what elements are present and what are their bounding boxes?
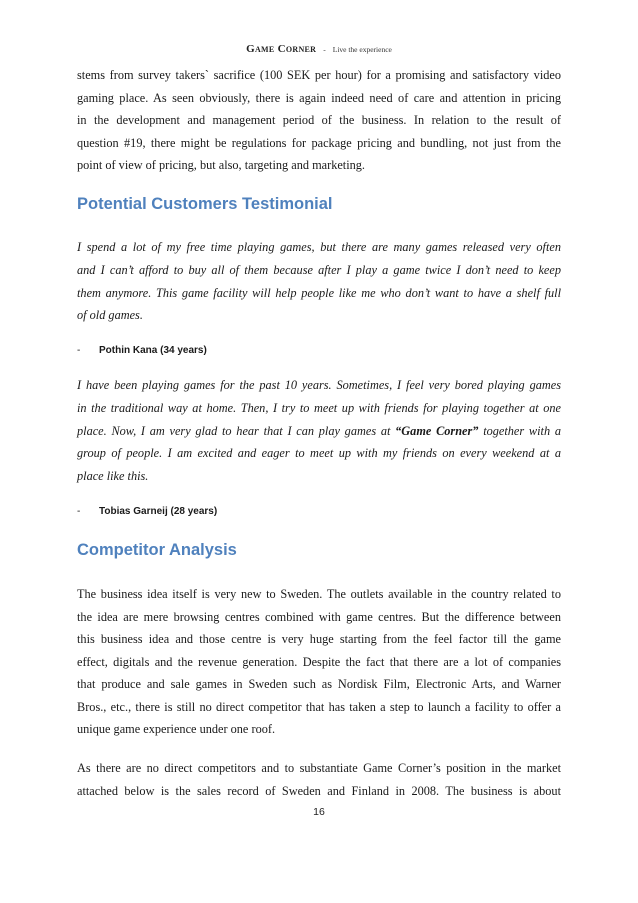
quote-line: in the traditional way at home. Then, I try to meet up with friends for playing together at one [77,400,561,415]
quote-text: together with a [478,423,561,438]
text-line: The business idea itself is very new to Sweden. The outlets available in the country related to [77,587,561,601]
text-line: gaming place. As seen obviously, there is again indeed need of care and attention in pricing [77,90,561,105]
header-title: Game Corner [246,43,317,55]
attribution-name: Tobias Garneij (28 years) [99,506,218,517]
competitor-paragraph-1 [77,583,561,741]
text-line: attached below is the sales record of Sweden and Finland in 2008. The business is about [77,783,561,798]
text-line: Bros., etc., there is still no direct competitor that has taken a step to launch a facility to offer a [77,699,561,714]
attribution-dash: - [77,506,81,517]
text-line: that produce and sale games in Sweden such as Nordisk Film, Electronic Arts, and Warner [77,677,561,691]
text-line: in the development and management period of the business. In relation to the result of [77,113,561,127]
intro-paragraph [77,64,561,177]
text-line: the idea are mere browsing centres combined with game centres. But the difference between [77,609,561,624]
quote-line: I spend a lot of my free time playing games, but there are many games released very often [77,240,561,254]
attribution-dash: - [77,345,81,356]
testimonial-attribution-1 [77,345,207,356]
attribution-name: Pothin Kana (34 years) [99,345,207,356]
quote-line: and I can’t afford to buy all of them because after I play a game twice I don’t need to keep [77,262,561,277]
quote-text: place. Now, I am very glad to hear that I can play games at [77,423,396,438]
quote-line [77,420,561,443]
text-line: this business idea and those centre is very huge starting from the feel factor till the game [77,632,561,646]
testimonial-quote-1 [77,236,561,327]
quote-line: I have been playing games for the past 10 years. Sometimes, I feel very bored playing games [77,378,561,392]
quote-line: of old games. [77,308,143,323]
text-line: question #19, there might be regulations for package pricing and bundling, not just from the [77,135,561,150]
text-line: stems from survey takers` sacrifice (100 SEK per hour) for a promising and satisfactory video [77,68,561,82]
quote-line: them anymore. This game facility will help people like me who don’t want to have a shelf full [77,285,561,300]
quote-line: group of people. I am excited and eager to meet up with my friends on every weekend at a [77,446,561,461]
quote-line: place like this. [77,469,149,484]
testimonial-quote-2 [77,374,561,488]
page-number: 16 [313,806,325,818]
competitor-paragraph-2 [77,757,561,802]
text-line: point of view of pricing, but also, targeting and marketing. [77,158,366,172]
header-separator: - [323,45,326,54]
text-line: As there are no direct competitors and to substantiate Game Corner’s position in the market [77,761,561,775]
section-heading-testimonial: Potential Customers Testimonial [77,195,333,213]
text-line: unique game experience under one roof. [77,722,276,736]
section-heading-competitor: Competitor Analysis [77,541,237,559]
testimonial-attribution-2 [77,506,217,517]
header-tagline: Live the experience [332,45,392,54]
text-line: effect, digitals and the revenue generation. Despite the fact that there are a lot of companies [77,654,561,669]
running-header [0,41,638,57]
quote-bold-brand: “Game Corner” [395,423,479,438]
